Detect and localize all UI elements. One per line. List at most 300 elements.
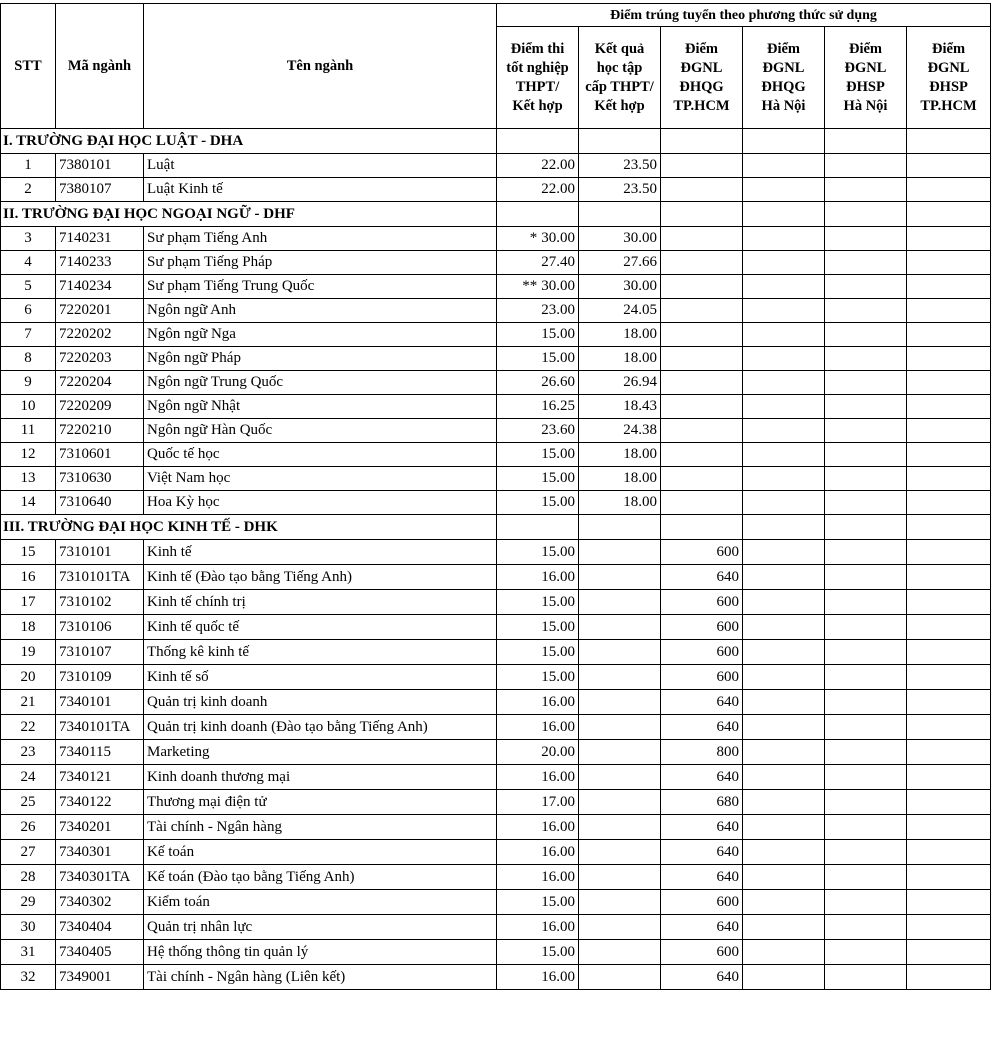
table-row xyxy=(1,323,991,347)
score-value: 30.00 xyxy=(541,278,575,294)
row-stt: 11 xyxy=(1,419,56,443)
row-major-code: 7220203 xyxy=(56,347,144,371)
header-major-name: Tên ngành xyxy=(144,4,497,129)
table-row xyxy=(1,765,991,790)
row-stt: 4 xyxy=(1,251,56,275)
row-major-name: Thống kê kinh tế xyxy=(144,640,497,665)
row-score-dgnl-hcm xyxy=(661,251,743,275)
row-major-name: Thương mại điện tử xyxy=(144,790,497,815)
section-dhk xyxy=(1,515,991,990)
row-score-dhsp-hcm xyxy=(907,371,991,395)
row-score-dhsp-hcm xyxy=(907,275,991,299)
row-score-dgnl-hcm: 600 xyxy=(661,890,743,915)
row-score-thpt xyxy=(497,443,579,467)
table-row xyxy=(1,419,991,443)
row-score-dgnl-hanoi xyxy=(743,178,825,202)
section-dha xyxy=(1,129,991,202)
row-score-thpt xyxy=(497,815,579,840)
empty-cell xyxy=(825,515,907,540)
row-score-dhsp-hcm xyxy=(907,419,991,443)
table-row xyxy=(1,790,991,815)
row-score-dhsp-hanoi xyxy=(825,227,907,251)
row-score-dgnl-hanoi xyxy=(743,395,825,419)
row-score-dhsp-hanoi xyxy=(825,347,907,371)
row-major-code: 7140233 xyxy=(56,251,144,275)
table-row xyxy=(1,865,991,890)
row-score-transcript xyxy=(579,640,661,665)
score-value: 15.00 xyxy=(541,618,575,635)
row-score-thpt xyxy=(497,323,579,347)
row-score-dhsp-hcm xyxy=(907,890,991,915)
row-score-dhsp-hcm xyxy=(907,665,991,690)
score-value: 16.00 xyxy=(541,718,575,735)
row-score-dhsp-hanoi xyxy=(825,740,907,765)
row-score-dgnl-hcm xyxy=(661,443,743,467)
row-score-dgnl-hanoi xyxy=(743,865,825,890)
header-method-dgnl-hcm xyxy=(661,27,743,129)
row-score-thpt xyxy=(497,665,579,690)
row-major-code: 7220201 xyxy=(56,299,144,323)
header-line: học tập xyxy=(596,59,643,76)
row-score-thpt xyxy=(497,491,579,515)
row-score-dgnl-hcm: 640 xyxy=(661,915,743,940)
row-major-code: 7310107 xyxy=(56,640,144,665)
row-score-dhsp-hcm xyxy=(907,765,991,790)
row-score-dgnl-hanoi xyxy=(743,491,825,515)
row-score-dgnl-hcm: 600 xyxy=(661,940,743,965)
section-header-row xyxy=(1,202,991,227)
row-score-dgnl-hanoi xyxy=(743,665,825,690)
row-score-thpt xyxy=(497,890,579,915)
row-major-name: Kiểm toán xyxy=(144,890,497,915)
row-score-dgnl-hanoi xyxy=(743,840,825,865)
row-score-dhsp-hanoi xyxy=(825,765,907,790)
table-row xyxy=(1,915,991,940)
header-line: ĐGNL xyxy=(762,59,805,76)
row-score-transcript xyxy=(579,665,661,690)
row-score-transcript: 23.50 xyxy=(579,154,661,178)
row-stt: 3 xyxy=(1,227,56,251)
header-method-group: Điểm trúng tuyển theo phương thức sử dụng xyxy=(497,4,991,27)
header-method-thpt xyxy=(497,27,579,129)
row-score-transcript: 18.00 xyxy=(579,443,661,467)
table-row xyxy=(1,347,991,371)
row-major-code: 7310101TA xyxy=(56,565,144,590)
row-score-dhsp-hcm xyxy=(907,915,991,940)
header-line: TP.HCM xyxy=(920,97,977,114)
score-value: 16.25 xyxy=(541,398,575,414)
row-score-thpt xyxy=(497,540,579,565)
row-major-name: Sư phạm Tiếng Trung Quốc xyxy=(144,275,497,299)
row-major-code: 7340301 xyxy=(56,840,144,865)
header-line: Hà Nội xyxy=(843,97,888,114)
row-score-dgnl-hcm xyxy=(661,395,743,419)
row-score-dhsp-hanoi xyxy=(825,890,907,915)
score-value: 16.00 xyxy=(541,968,575,985)
score-footnote-mark: ** xyxy=(522,278,538,294)
row-major-name: Kinh tế (Đào tạo bằng Tiếng Anh) xyxy=(144,565,497,590)
row-major-code: 7380107 xyxy=(56,178,144,202)
score-value: 16.00 xyxy=(541,868,575,885)
row-score-dhsp-hcm xyxy=(907,840,991,865)
row-major-code: 7220202 xyxy=(56,323,144,347)
row-score-dgnl-hanoi xyxy=(743,154,825,178)
row-score-transcript xyxy=(579,915,661,940)
header-line: ĐGNL xyxy=(927,59,970,76)
row-major-code: 7340302 xyxy=(56,890,144,915)
row-score-dhsp-hanoi xyxy=(825,865,907,890)
row-major-name: Việt Nam học xyxy=(144,467,497,491)
row-major-name: Ngôn ngữ Nhật xyxy=(144,395,497,419)
row-score-dgnl-hcm: 640 xyxy=(661,765,743,790)
row-score-dgnl-hanoi xyxy=(743,890,825,915)
score-value: 15.00 xyxy=(541,446,575,462)
row-major-name: Hoa Kỳ học xyxy=(144,491,497,515)
table-row xyxy=(1,178,991,202)
row-major-code: 7140234 xyxy=(56,275,144,299)
row-score-dhsp-hanoi xyxy=(825,299,907,323)
row-major-name: Quản trị nhân lực xyxy=(144,915,497,940)
row-score-transcript xyxy=(579,690,661,715)
row-stt: 27 xyxy=(1,840,56,865)
empty-cell xyxy=(497,202,579,227)
row-score-transcript xyxy=(579,565,661,590)
row-score-transcript: 26.94 xyxy=(579,371,661,395)
score-value: 15.00 xyxy=(541,943,575,960)
row-score-dgnl-hcm xyxy=(661,347,743,371)
row-score-thpt xyxy=(497,419,579,443)
row-major-name: Ngôn ngữ Nga xyxy=(144,323,497,347)
row-score-transcript xyxy=(579,840,661,865)
row-stt: 7 xyxy=(1,323,56,347)
row-score-dhsp-hanoi xyxy=(825,323,907,347)
row-major-name: Kế toán (Đào tạo bằng Tiếng Anh) xyxy=(144,865,497,890)
row-major-name: Quản trị kinh doanh xyxy=(144,690,497,715)
row-score-dgnl-hanoi xyxy=(743,915,825,940)
row-score-transcript: 18.43 xyxy=(579,395,661,419)
score-value: 15.00 xyxy=(541,350,575,366)
row-stt: 24 xyxy=(1,765,56,790)
row-score-thpt xyxy=(497,965,579,990)
row-score-dhsp-hanoi xyxy=(825,443,907,467)
row-major-name: Kế toán xyxy=(144,840,497,865)
row-score-dgnl-hcm: 640 xyxy=(661,690,743,715)
row-stt: 22 xyxy=(1,715,56,740)
row-score-dhsp-hcm xyxy=(907,965,991,990)
empty-cell xyxy=(743,202,825,227)
row-score-thpt xyxy=(497,790,579,815)
empty-cell xyxy=(661,202,743,227)
row-score-dgnl-hcm xyxy=(661,419,743,443)
row-score-dhsp-hcm xyxy=(907,815,991,840)
row-score-dgnl-hcm xyxy=(661,299,743,323)
score-value: 16.00 xyxy=(541,693,575,710)
row-score-dhsp-hanoi xyxy=(825,965,907,990)
row-score-dhsp-hanoi xyxy=(825,790,907,815)
row-score-dhsp-hcm xyxy=(907,443,991,467)
row-major-code: 7340201 xyxy=(56,815,144,840)
row-major-name: Marketing xyxy=(144,740,497,765)
row-score-dgnl-hcm: 600 xyxy=(661,665,743,690)
score-value: 17.00 xyxy=(541,793,575,810)
row-score-dhsp-hanoi xyxy=(825,251,907,275)
table-row xyxy=(1,965,991,990)
row-score-dhsp-hanoi xyxy=(825,154,907,178)
row-score-transcript xyxy=(579,715,661,740)
row-score-dhsp-hcm xyxy=(907,565,991,590)
header-line: Kết quả xyxy=(594,40,645,57)
table-row xyxy=(1,665,991,690)
header-line: Điểm xyxy=(848,40,882,57)
row-score-dhsp-hcm xyxy=(907,790,991,815)
row-major-name: Ngôn ngữ Anh xyxy=(144,299,497,323)
row-score-dhsp-hcm xyxy=(907,251,991,275)
table-row xyxy=(1,840,991,865)
row-score-dgnl-hcm: 600 xyxy=(661,615,743,640)
row-score-transcript xyxy=(579,765,661,790)
table-row xyxy=(1,371,991,395)
score-value: 15.00 xyxy=(541,668,575,685)
row-major-code: 7340101 xyxy=(56,690,144,715)
row-score-dhsp-hcm xyxy=(907,615,991,640)
table-row xyxy=(1,940,991,965)
row-score-dgnl-hcm: 600 xyxy=(661,640,743,665)
table-row xyxy=(1,227,991,251)
score-footnote-mark: * xyxy=(529,230,538,246)
row-score-dgnl-hcm: 600 xyxy=(661,540,743,565)
header-line: Kết hợp xyxy=(512,97,563,114)
score-value: 16.00 xyxy=(541,568,575,585)
row-score-thpt xyxy=(497,395,579,419)
table-row xyxy=(1,590,991,615)
row-score-dhsp-hanoi xyxy=(825,815,907,840)
row-score-dgnl-hanoi xyxy=(743,299,825,323)
score-value: 20.00 xyxy=(541,743,575,760)
row-stt: 12 xyxy=(1,443,56,467)
row-score-transcript: 27.66 xyxy=(579,251,661,275)
row-stt: 26 xyxy=(1,815,56,840)
row-score-dhsp-hanoi xyxy=(825,590,907,615)
row-stt: 32 xyxy=(1,965,56,990)
table-row xyxy=(1,740,991,765)
row-score-thpt xyxy=(497,915,579,940)
score-value: 16.00 xyxy=(541,818,575,835)
header-line: TP.HCM xyxy=(673,97,730,114)
row-score-transcript xyxy=(579,740,661,765)
row-score-dgnl-hcm xyxy=(661,178,743,202)
row-score-dhsp-hanoi xyxy=(825,615,907,640)
row-score-dgnl-hanoi xyxy=(743,640,825,665)
row-stt: 2 xyxy=(1,178,56,202)
table-row xyxy=(1,491,991,515)
row-score-dgnl-hanoi xyxy=(743,815,825,840)
row-major-code: 7310109 xyxy=(56,665,144,690)
row-score-dhsp-hanoi xyxy=(825,840,907,865)
row-score-dhsp-hcm xyxy=(907,491,991,515)
row-score-dgnl-hcm xyxy=(661,491,743,515)
section-header-row xyxy=(1,129,991,154)
row-score-dhsp-hcm xyxy=(907,323,991,347)
table-row xyxy=(1,299,991,323)
row-score-thpt xyxy=(497,590,579,615)
empty-cell xyxy=(907,202,991,227)
row-score-dhsp-hcm xyxy=(907,690,991,715)
row-score-dgnl-hanoi xyxy=(743,227,825,251)
row-major-name: Kinh tế chính trị xyxy=(144,590,497,615)
row-major-name: Kinh doanh thương mại xyxy=(144,765,497,790)
row-score-dgnl-hanoi xyxy=(743,467,825,491)
row-score-dgnl-hanoi xyxy=(743,965,825,990)
row-score-dgnl-hcm: 600 xyxy=(661,590,743,615)
admission-score-table xyxy=(0,3,991,990)
row-score-transcript: 24.05 xyxy=(579,299,661,323)
row-score-dhsp-hcm xyxy=(907,865,991,890)
empty-cell xyxy=(579,129,661,154)
header-method-transcript xyxy=(579,27,661,129)
row-score-dgnl-hcm: 640 xyxy=(661,815,743,840)
row-score-dgnl-hanoi xyxy=(743,765,825,790)
row-major-code: 7340405 xyxy=(56,940,144,965)
row-major-name: Kinh tế quốc tế xyxy=(144,615,497,640)
row-major-code: 7220209 xyxy=(56,395,144,419)
row-score-dhsp-hanoi xyxy=(825,640,907,665)
row-score-transcript xyxy=(579,540,661,565)
row-score-dhsp-hanoi xyxy=(825,467,907,491)
row-score-thpt xyxy=(497,765,579,790)
row-major-code: 7349001 xyxy=(56,965,144,990)
header-line: Điểm thi xyxy=(510,40,565,57)
row-score-dhsp-hcm xyxy=(907,467,991,491)
row-score-dhsp-hanoi xyxy=(825,940,907,965)
row-major-code: 7340301TA xyxy=(56,865,144,890)
score-value: 26.60 xyxy=(541,374,575,390)
row-score-dgnl-hcm: 640 xyxy=(661,565,743,590)
row-score-thpt xyxy=(497,178,579,202)
section-dhf xyxy=(1,202,991,515)
row-major-name: Tài chính - Ngân hàng (Liên kết) xyxy=(144,965,497,990)
row-score-dhsp-hcm xyxy=(907,227,991,251)
row-major-name: Quản trị kinh doanh (Đào tạo bằng Tiếng Anh) xyxy=(144,715,497,740)
row-score-transcript xyxy=(579,865,661,890)
score-value: 15.00 xyxy=(541,470,575,486)
empty-cell xyxy=(497,129,579,154)
row-score-dhsp-hcm xyxy=(907,540,991,565)
row-score-thpt xyxy=(497,467,579,491)
row-score-transcript: 23.50 xyxy=(579,178,661,202)
row-stt: 28 xyxy=(1,865,56,890)
score-value: 15.00 xyxy=(541,643,575,660)
row-major-name: Kinh tế xyxy=(144,540,497,565)
row-score-dgnl-hanoi xyxy=(743,940,825,965)
row-stt: 10 xyxy=(1,395,56,419)
row-score-dgnl-hanoi xyxy=(743,540,825,565)
row-score-transcript xyxy=(579,590,661,615)
table-row xyxy=(1,715,991,740)
row-stt: 23 xyxy=(1,740,56,765)
row-major-code: 7340404 xyxy=(56,915,144,940)
row-score-dhsp-hanoi xyxy=(825,540,907,565)
row-stt: 30 xyxy=(1,915,56,940)
row-score-thpt xyxy=(497,347,579,371)
header-line: ĐGNL xyxy=(680,59,723,76)
table-row xyxy=(1,395,991,419)
row-score-dgnl-hanoi xyxy=(743,740,825,765)
row-score-dgnl-hcm xyxy=(661,371,743,395)
row-score-dhsp-hcm xyxy=(907,299,991,323)
row-score-thpt xyxy=(497,299,579,323)
table-row xyxy=(1,640,991,665)
row-score-dgnl-hcm: 640 xyxy=(661,840,743,865)
score-value: 23.00 xyxy=(541,302,575,318)
row-score-dhsp-hcm xyxy=(907,347,991,371)
row-score-thpt xyxy=(497,840,579,865)
row-score-dgnl-hanoi xyxy=(743,347,825,371)
row-score-thpt xyxy=(497,740,579,765)
header-line: tốt nghiệp xyxy=(506,59,569,76)
row-major-name: Kinh tế số xyxy=(144,665,497,690)
row-major-code: 7220210 xyxy=(56,419,144,443)
row-stt: 5 xyxy=(1,275,56,299)
empty-cell xyxy=(661,515,743,540)
row-major-name: Ngôn ngữ Pháp xyxy=(144,347,497,371)
row-score-transcript: 24.38 xyxy=(579,419,661,443)
row-score-dhsp-hanoi xyxy=(825,715,907,740)
row-score-dhsp-hanoi xyxy=(825,491,907,515)
score-value: 22.00 xyxy=(541,181,575,197)
header-line: Điểm xyxy=(684,40,718,57)
row-score-transcript xyxy=(579,940,661,965)
row-score-dhsp-hanoi xyxy=(825,915,907,940)
row-score-transcript xyxy=(579,815,661,840)
section-header-row xyxy=(1,515,991,540)
row-major-code: 7380101 xyxy=(56,154,144,178)
row-major-code: 7310101 xyxy=(56,540,144,565)
score-value: 27.40 xyxy=(541,254,575,270)
row-score-dhsp-hcm xyxy=(907,590,991,615)
table-row xyxy=(1,690,991,715)
row-score-transcript: 18.00 xyxy=(579,347,661,371)
row-score-transcript: 18.00 xyxy=(579,491,661,515)
row-major-code: 7310630 xyxy=(56,467,144,491)
row-stt: 13 xyxy=(1,467,56,491)
row-stt: 21 xyxy=(1,690,56,715)
table-header xyxy=(1,4,991,129)
row-stt: 8 xyxy=(1,347,56,371)
row-score-dhsp-hcm xyxy=(907,940,991,965)
row-major-name: Hệ thống thông tin quản lý xyxy=(144,940,497,965)
header-line: ĐGNL xyxy=(844,59,887,76)
row-score-dgnl-hanoi xyxy=(743,419,825,443)
section-title: III. TRƯỜNG ĐẠI HỌC KINH TẾ - DHK xyxy=(1,515,497,540)
header-line: Điểm xyxy=(932,40,966,57)
row-score-dgnl-hcm xyxy=(661,227,743,251)
row-stt: 16 xyxy=(1,565,56,590)
score-value: 15.00 xyxy=(541,593,575,610)
row-score-dgnl-hcm: 640 xyxy=(661,715,743,740)
score-value: 15.00 xyxy=(541,494,575,510)
row-score-dgnl-hanoi xyxy=(743,323,825,347)
section-title: II. TRƯỜNG ĐẠI HỌC NGOẠI NGỮ - DHF xyxy=(1,202,497,227)
score-value: 15.00 xyxy=(541,326,575,342)
row-score-thpt xyxy=(497,640,579,665)
row-score-dhsp-hcm xyxy=(907,178,991,202)
empty-cell xyxy=(743,129,825,154)
row-score-transcript: 18.00 xyxy=(579,323,661,347)
row-score-dgnl-hanoi xyxy=(743,443,825,467)
row-score-dgnl-hcm xyxy=(661,154,743,178)
row-stt: 1 xyxy=(1,154,56,178)
header-line: ĐHQG xyxy=(761,78,806,95)
